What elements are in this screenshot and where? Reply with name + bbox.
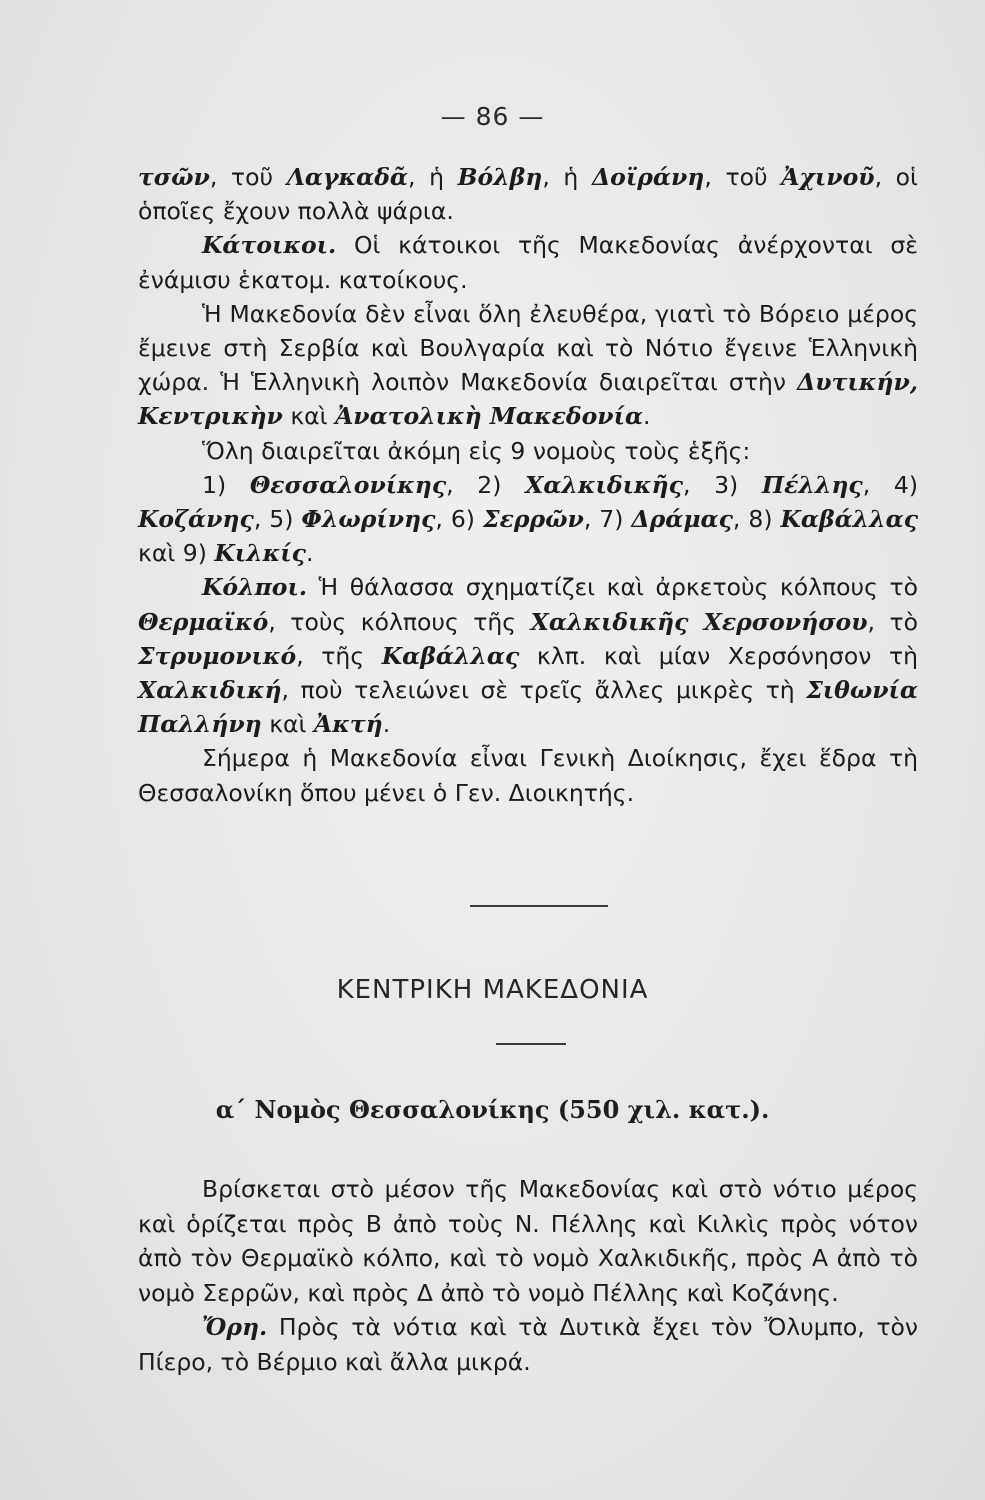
paragraph xyxy=(138,297,918,434)
page-number: — 86 — xyxy=(440,102,545,131)
text-run: καὶ xyxy=(261,710,314,739)
emphasized-term: Δοϊράνη xyxy=(591,163,705,191)
text-run: Πρὸς τὰ νότια καὶ τὰ Δυτικὰ ἔχει τὸν Ὄλυμπο, τὸν Πίερο, τὸ Βέρμιο καὶ ἄλλα μικρά. xyxy=(138,1313,918,1376)
text-run: . xyxy=(382,710,391,739)
text-run: , 6) xyxy=(435,505,483,534)
text-run: , οἱ ὁποῖες ἔχουν πολλὰ ψάρια. xyxy=(138,163,918,226)
text-run: , 7) xyxy=(583,505,632,534)
text-run: , 8) xyxy=(732,505,781,534)
emphasized-term: Κιλκίς xyxy=(214,539,306,568)
emphasized-term: Χαλκιδικῆς xyxy=(525,470,683,499)
text-run: Ἡ θάλασσα σχηματίζει καὶ ἀρκετοὺς κόλπους τὸ xyxy=(307,573,918,602)
text-run: , τοῦ xyxy=(704,163,782,191)
body-text-bottom xyxy=(138,1172,918,1380)
paragraph xyxy=(138,228,918,296)
text-run: , 5) xyxy=(253,505,302,534)
section-title: ΚΕΝΤΡΙΚΗ ΜΑΚΕΔΟΝΙΑ xyxy=(336,975,649,1005)
text-run: . xyxy=(305,539,314,568)
emphasized-term: Κοζάνης xyxy=(138,505,254,534)
emphasized-term: Δυτικήν, Κεντρικὴν xyxy=(138,368,918,431)
text-run: , 2) xyxy=(446,470,526,499)
paragraph xyxy=(138,570,918,741)
text-run: καὶ 9) xyxy=(138,539,215,568)
emphasized-term: Φλωρίνης xyxy=(301,505,436,534)
emphasized-term: Σερρῶν xyxy=(482,505,584,534)
emphasized-term: Θεσσαλονίκης xyxy=(249,470,447,499)
text-run: Οἱ κάτοικοι τῆς Μακεδονίας ἀνέρχονται σὲ ἐνάμισυ ἑκατομ. κατοίκους. xyxy=(138,231,918,294)
emphasized-term: Λαγκαδᾶ xyxy=(286,163,408,191)
emphasized-term: Δράμας xyxy=(631,505,733,534)
text-run: , ποὺ τελειώνει σὲ τρεῖς ἄλλες μικρὲς τὴ xyxy=(281,676,807,705)
text-run: , 3) xyxy=(682,470,762,499)
emphasized-term: Χαλκιδικῆς Χερσονήσου xyxy=(530,607,868,636)
text-run: , ἡ xyxy=(542,163,592,191)
emphasized-term: Σιθωνία Παλλήνη xyxy=(138,676,918,739)
emphasized-term: Ἀχινοῦ xyxy=(781,163,875,191)
text-run: , τῆς xyxy=(296,641,382,670)
emphasized-term: Χαλκιδική xyxy=(138,676,282,705)
divider-rule-lower xyxy=(496,1043,566,1045)
text-run: 1) xyxy=(202,470,250,499)
emphasized-term: Ἀνατολικὴ Μακεδονία xyxy=(335,402,644,431)
emphasized-term: Στρυμονικό xyxy=(138,641,297,670)
emphasized-term: Ὄρη. xyxy=(202,1313,268,1342)
text-run: Σήμερα ἡ Μακεδονία εἶναι Γενικὴ Διοίκησις, ἔχει ἕδρα τὴ Θεσσαλονίκη ὅπου μένει ὁ Γεν. Διοικητής. xyxy=(138,744,918,807)
subsection-title: α΄ Νομὸς Θεσσαλονίκης (550 χιλ. κατ.). xyxy=(215,1095,770,1124)
emphasized-term: Θερμαϊκό xyxy=(138,607,269,636)
text-run: , τοὺς κόλπους τῆς xyxy=(268,607,531,636)
emphasized-term: Κόλποι. xyxy=(202,573,308,602)
paragraph xyxy=(138,1310,918,1379)
text-run: . xyxy=(643,402,651,431)
emphasized-term: Βόλβη xyxy=(457,163,543,191)
text-run: κλπ. καὶ μίαν Χερσόνησον τὴ xyxy=(519,641,918,670)
text-run: Βρίσκεται στὸ μέσον τῆς Μακεδονίας καὶ στὸ νότιο μέρος καὶ ὁρίζεται πρὸς Β ἀπὸ τοὺς Ν. Πέλλης καὶ Κιλκὶς πρὸς νότον ἀπὸ τὸν Θερμαϊκὸ κόλπο, καὶ τὸ νομὸ Χαλκιδικῆς, πρὸς Α ἀπὸ τὸ νομὸ Σερρῶν, καὶ πρὸς Δ ἀπὸ τὸ νομὸ Πέλλης καὶ Κοζάνης. xyxy=(138,1175,918,1307)
emphasized-term: Κάτοικοι. xyxy=(202,231,337,260)
paragraph xyxy=(138,1172,918,1310)
text-run: , ἡ xyxy=(407,163,458,191)
text-run: , τὸ xyxy=(867,607,918,636)
paragraph xyxy=(138,434,918,468)
emphasized-term: Καβάλλας xyxy=(780,505,919,534)
paragraph xyxy=(138,468,918,571)
text-run: , 4) xyxy=(862,470,919,499)
text-run: , τοῦ xyxy=(209,163,287,191)
paragraph xyxy=(138,160,918,228)
emphasized-term: Καβάλλας xyxy=(381,641,520,670)
divider-rule-upper xyxy=(470,905,608,907)
text-run: καὶ xyxy=(282,402,336,431)
paragraph xyxy=(138,741,918,809)
text-run: Ἡ Μακεδονία δὲν εἶναι ὅλη ἐλευθέρα, γιατὶ τὸ Βόρειο μέρος ἔμεινε στὴ Σερβία καὶ Βουλγαρία καὶ τὸ Νότιο ἔγεινε Ἑλληνικὴ χώρα. Ἡ Ἑλληνικὴ λοιπὸν Μακεδονία διαιρεῖται στὴν xyxy=(138,299,918,397)
emphasized-term: Ἀκτή xyxy=(313,710,383,739)
emphasized-term: Πέλλης xyxy=(761,470,863,499)
body-text-top xyxy=(138,160,918,810)
text-run: Ὅλη διαιρεῖται ἀκόμη εἰς 9 νομοὺς τοὺς ἑξῆς: xyxy=(202,436,751,465)
emphasized-term: τσῶν xyxy=(138,163,210,191)
